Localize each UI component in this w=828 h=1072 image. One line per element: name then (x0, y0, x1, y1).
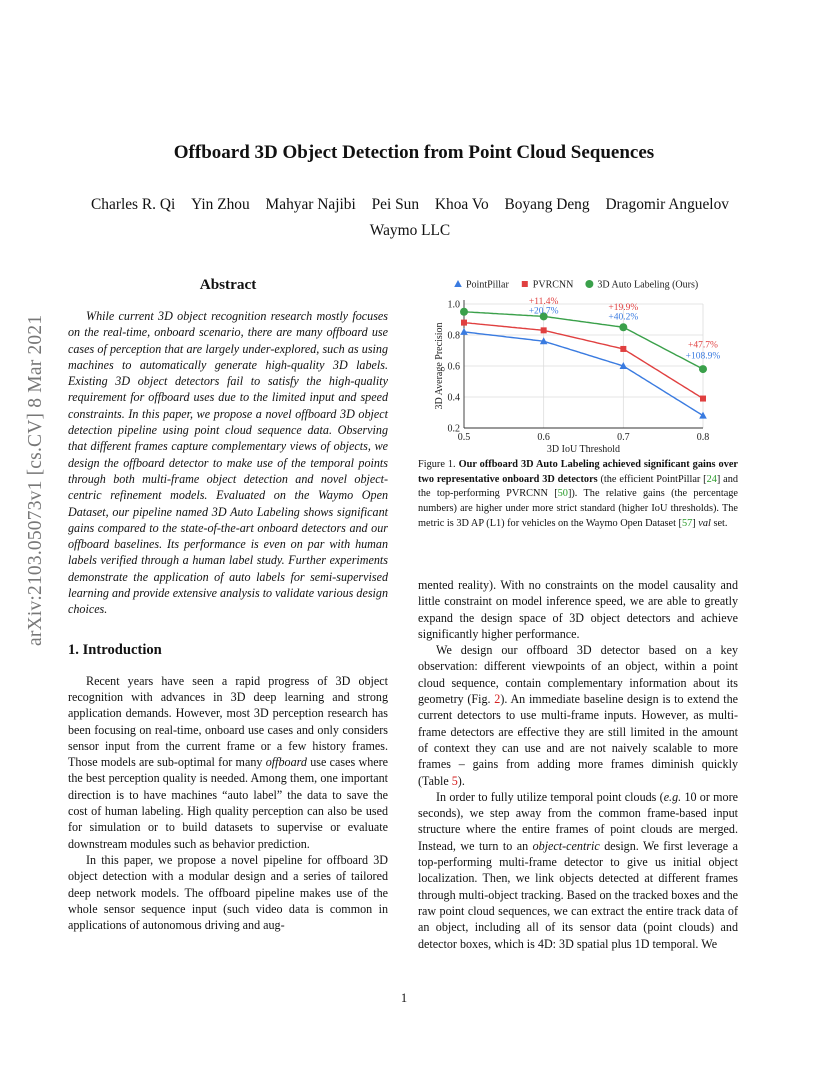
x-tick-label: 0.7 (617, 432, 630, 443)
citation-link[interactable]: 24 (706, 473, 717, 485)
table-link[interactable]: 5 (451, 773, 458, 788)
x-tick-label: 0.5 (457, 432, 471, 443)
author-name: Pei Sun (371, 196, 420, 213)
legend-entry: 3D Auto Labeling (Ours) (597, 279, 699, 291)
author-name: Yin Zhou (191, 196, 250, 213)
y-tick-label: 0.2 (447, 423, 460, 435)
author-name: Charles R. Qi (91, 196, 176, 213)
data-point (585, 280, 593, 288)
line-chart (418, 272, 748, 458)
data-point (522, 281, 528, 287)
figure-link[interactable]: 2 (494, 692, 501, 707)
author-name: Boyang Deng (504, 196, 590, 213)
body-emphasis: object-centric (532, 838, 600, 853)
author-name: Khoa Vo (434, 196, 489, 213)
caption-bold: Our offboard 3D Auto Labeling achieved significant gains over two representative onboard 3D detectors (418, 459, 738, 485)
gain-annotation: +20.7% (528, 306, 559, 317)
gain-annotation: +47.7% (688, 340, 718, 351)
body-paragraph (418, 642, 738, 789)
caption-text: ] (692, 517, 696, 529)
affiliation: Waymo LLC (369, 222, 451, 239)
y-tick-label: 0.8 (447, 330, 460, 342)
caption-text: set. (713, 517, 728, 529)
gain-annotation: +108.9% (685, 351, 721, 362)
legend-entry: PointPillar (466, 279, 509, 291)
series-line (464, 332, 703, 416)
author-name: Mahyar Najibi (265, 196, 356, 213)
body-text: ). (457, 773, 465, 788)
intro-text: use cases where the best perception quality is needed. Among them, one important direction is to have machines “auto label” the data to save the cost of human labeling. High quality perception can also be used for simulation or to build datasets to supervise or evaluate downstream modules such as behavior prediction. (68, 755, 389, 851)
left-column (68, 276, 388, 933)
y-axis-label: 3D Average Precision (434, 322, 445, 410)
abstract-text: While current 3D object recognition research mostly focuses on the real-time, onboard scenario, there are many offboard use cases of perception that are largely under-explored, such as using machines to automatically generate high-quality 3D labels. Existing 3D object detectors fail to satisfy the high-quality requirement for offboard uses due to the limited input and speed constraints. In this paper, we propose a novel offboard 3D object detection pipeline using point cloud sequence data. Observing that different frames capture complementary views of objects, we design the offboard detector to make use of the temporal points through both multi-frame object detection and novel object-centric refinement models. Evaluated on the Waymo Open Dataset, our pipeline named 3D Auto Labeling shows significant gains compared to the state-of-the-art onboard detectors and our offboard baselines. Its performance is even on par with human labels verified through a human label study. Further experiments demonstrate the application of auto labels for semi-supervised learning and provide extensive analysis to validate various design choices. (68, 309, 388, 617)
data-point (460, 328, 468, 335)
body-text: design. We first leverage a top-performing multi-frame detector to give us initial object localization. Then, we link objects detected at different frames through multi-object tracking. Based on the tracked boxes and the raw point cloud sequences, we can extract the entire track data of an object, including all of its sensor data (point clouds) and detector boxes, which is 4D: 3D spatial plus 1D temporal. We (418, 838, 738, 951)
caption-text: ] and the top-performing PVRCNN [ (418, 473, 738, 500)
series-line (464, 312, 703, 369)
data-point (460, 308, 468, 316)
page-number: 1 (400, 991, 408, 1005)
body-paragraph: mented reality). With no constraints on the model causality and little constraint on model inference speed, we are able to greatly expand the design space of 3D object detectors and achieve significantly higher performance. (418, 578, 738, 641)
y-tick-label: 1.0 (447, 299, 460, 311)
body-text: 10 or more seconds), we step away from the common frame-based input structure where the entire frames of point clouds are merged. Instead, we turn to an (418, 789, 738, 853)
author-list (0, 196, 820, 214)
data-point (699, 412, 707, 419)
right-column (418, 577, 738, 952)
figure-1-caption (418, 458, 738, 532)
caption-emphasis: val (698, 517, 711, 529)
y-tick-label: 0.6 (447, 361, 460, 373)
arxiv-identifier: arXiv:2103.05073v1 [cs.CV] 8 Mar 2021 (25, 314, 46, 646)
data-point (620, 346, 626, 352)
x-tick-label: 0.8 (696, 432, 710, 443)
data-point (619, 323, 627, 331)
citation-link[interactable]: 57 (681, 517, 693, 529)
figure-1-chart (418, 272, 748, 458)
gain-annotation: +11.4% (528, 297, 559, 307)
gain-annotation: +40.2% (608, 312, 639, 323)
paper-title: Offboard 3D Object Detection from Point Cloud Sequences (173, 142, 655, 163)
author-name: Dragomir Anguelov (605, 196, 729, 213)
caption-text: ]). The relative gains (the percentage numbers) are higher under more strict standard (higher IoU thresholds). The metric is 3D AP (L1) for vehicles on the Waymo Open Dataset [ (418, 488, 738, 529)
citation-link[interactable]: 50 (557, 488, 568, 500)
caption-text: (the efficient PointPillar [ (600, 473, 707, 485)
intro-paragraph (68, 673, 388, 852)
gain-annotation: +19.9% (608, 303, 639, 314)
data-point (699, 365, 707, 373)
data-point (541, 327, 547, 333)
x-tick-label: 0.6 (537, 432, 550, 443)
data-point (461, 320, 467, 326)
caption-label: Figure 1. (418, 459, 456, 470)
intro-text: Recent years have seen a rapid progress of 3D object recognition with advances in 3D deep learning and strong application demands. However, most 3D perception research has been focusing on real-time, onboard use cases and only considers sensor input from the current frame or a few history frames. Those models are sub-optimal for many (68, 673, 388, 770)
x-axis-label: 3D IoU Threshold (546, 444, 621, 455)
legend-entry: PVRCNN (532, 279, 574, 291)
abstract-heading: Abstract (199, 276, 257, 293)
y-tick-label: 0.4 (447, 392, 460, 404)
body-text: In order to fully utilize temporal point clouds ( (436, 789, 664, 804)
body-text: We design our offboard 3D detector based on a key observation: different viewpoints of an object, within a point cloud sequence, contain complementary information about its geometry (Fig. (418, 643, 738, 707)
body-paragraph (418, 789, 738, 952)
series-line (464, 323, 703, 399)
introduction-heading: 1. Introduction (68, 641, 162, 658)
data-point (454, 280, 462, 287)
intro-paragraph: In this paper, we propose a novel pipeline for offboard 3D object detection with a modular design and a series of tailored deep network models. The offboard pipeline makes use of the whole sensor sequence input (such video data is common in applications of autonomous driving and aug- (68, 852, 388, 933)
body-text: ). An immediate baseline design is to extend the current detectors to use multi-frame inputs. However, as multi-frame detectors are effective they are still limited in the amount of context they can use and are not naively scalable to more frames – gains from adding more frames diminish quickly (Table (418, 692, 738, 788)
intro-emphasis: offboard (265, 755, 307, 770)
body-emphasis: e.g. (663, 789, 682, 804)
data-point (700, 396, 706, 402)
